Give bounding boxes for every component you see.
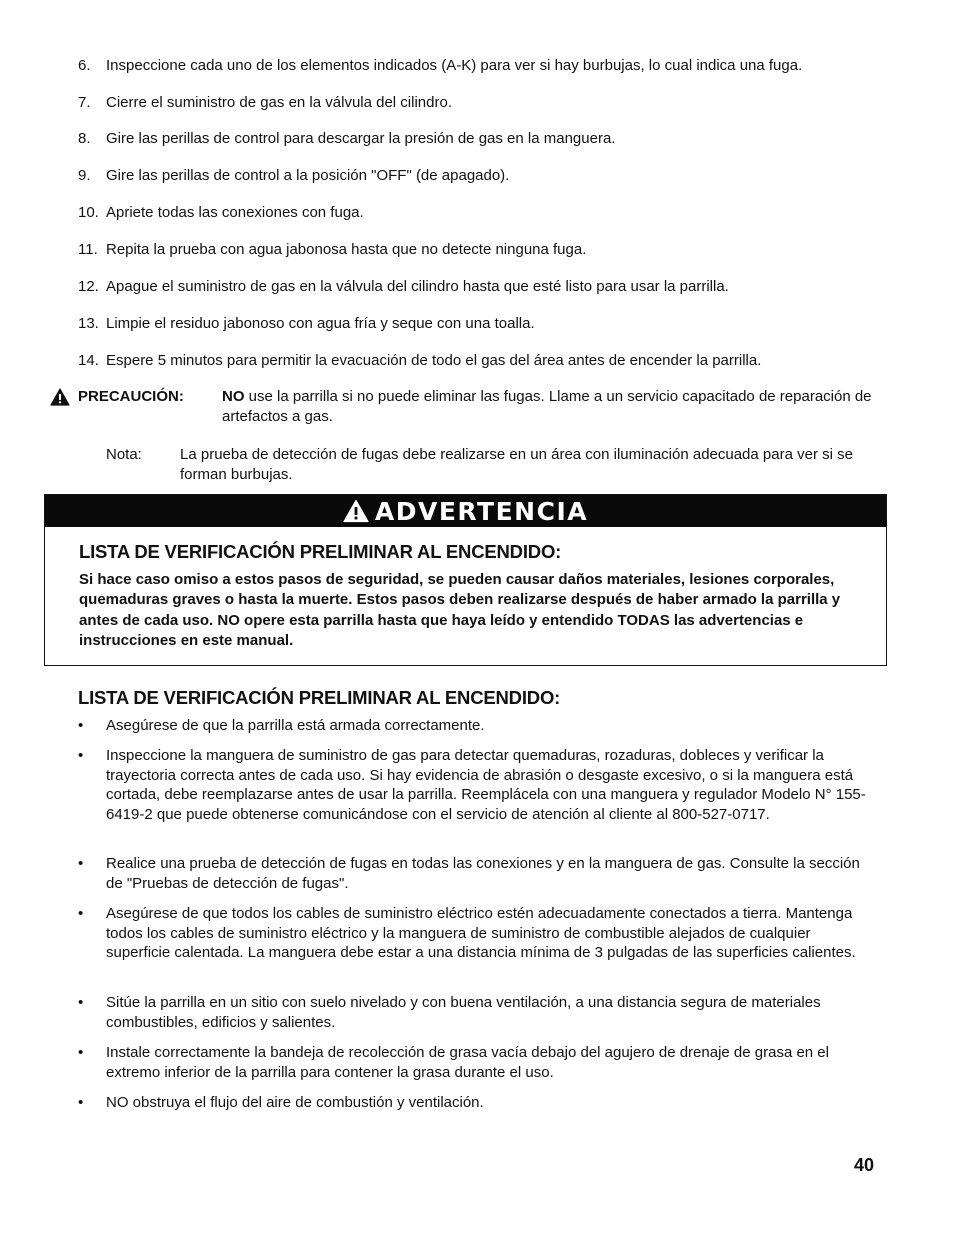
- warning-title: ADVERTENCIA: [374, 496, 589, 526]
- bullet-icon: •: [78, 1044, 84, 1061]
- step-number: 8.: [78, 130, 91, 147]
- bullet-icon: •: [78, 1094, 84, 1111]
- page-number: 40: [854, 1155, 875, 1175]
- step-number: 12.: [78, 278, 99, 295]
- step-number: 10.: [78, 204, 99, 221]
- step-text: Cierre el suministro de gas en la válvula del cilindro.: [106, 94, 452, 111]
- caution-label: PRECAUCIÓN:: [78, 388, 184, 405]
- list-item-text: Realice una prueba de detección de fugas en todas las conexiones y en la manguera de gas. Consulte la sección de "Pruebas de detección de fugas".: [106, 855, 860, 892]
- list-item-text: NO obstruya el flujo del aire de combustión y ventilación.: [106, 1094, 484, 1111]
- step-text: Gire las perillas de control para descargar la presión de gas en la manguera.: [106, 130, 616, 147]
- step-text: Espere 5 minutos para permitir la evacuación de todo el gas del área antes de encender la parrilla.: [106, 352, 762, 369]
- warning-box: [44, 494, 887, 666]
- step-text: Inspeccione cada uno de los elementos indicados (A-K) para ver si hay burbujas, lo cual indica una fuga.: [106, 57, 803, 74]
- section-heading: LISTA DE VERIFICACIÓN PRELIMINAR AL ENCENDIDO:: [78, 687, 561, 708]
- note-text: La prueba de detección de fugas debe realizarse en un área con iluminación adecuada para ver si se forman burbujas.: [180, 446, 853, 483]
- warning-heading: LISTA DE VERIFICACIÓN PRELIMINAR AL ENCENDIDO:: [79, 541, 562, 562]
- step-number: 11.: [78, 241, 98, 258]
- step-number: 14.: [78, 352, 99, 369]
- bullet-icon: •: [78, 905, 84, 922]
- caution-body: use la parrilla si no puede eliminar las fugas. Llame a un servicio capacitado de reparación de artefactos a gas.: [222, 388, 872, 425]
- list-item-text: Asegúrese de que todos los cables de suministro eléctrico estén adecuadamente conectados a tierra. Mantenga todos los cables de suministro eléctrico y la manguera de suministro de combustible alejados de cualquier superficie calentada. La manguera debe estar a una distancia mínima de 3 pulgadas de las superficies calientes.: [106, 905, 856, 962]
- bullet-icon: •: [78, 717, 84, 734]
- step-text: Apague el suministro de gas en la válvula del cilindro hasta que esté listo para usar la parrilla.: [106, 278, 729, 295]
- warning-text: Si hace caso omiso a estos pasos de seguridad, se pueden causar daños materiales, lesiones corporales, quemaduras graves o hasta la muerte. Estos pasos deben realizarse después de haber armado la parrilla y antes de cada uso. NO opere esta parrilla hasta que haya leído y entendido TODAS las advertencias e instrucciones en este manual.: [79, 571, 841, 649]
- step-number: 7.: [78, 94, 91, 111]
- step-text: Repita la prueba con agua jabonosa hasta que no detecte ninguna fuga.: [106, 241, 587, 258]
- list-item-text: Sitúe la parrilla en un sitio con suelo nivelado y con buena ventilación, a una distancia segura de materiales combustibles, edificios y salientes.: [106, 994, 821, 1031]
- list-item-text: Instale correctamente la bandeja de recolección de grasa vacía debajo del agujero de drenaje de grasa en el extremo inferior de la parrilla para contener la grasa durante el uso.: [106, 1044, 829, 1081]
- warning-triangle-icon: [343, 499, 369, 523]
- caution-text: [222, 387, 902, 427]
- bullet-icon: •: [78, 747, 84, 764]
- caution-emphasis: NO: [222, 388, 245, 405]
- warning-triangle-icon: [50, 388, 70, 406]
- step-text: Limpie el residuo jabonoso con agua fría y seque con una toalla.: [106, 315, 535, 332]
- note-label: Nota:: [106, 446, 142, 463]
- step-number: 9.: [78, 167, 91, 184]
- step-number: 13.: [78, 315, 99, 332]
- step-number: 6.: [78, 57, 91, 74]
- list-item-text: Asegúrese de que la parrilla está armada correctamente.: [106, 717, 485, 734]
- bullet-icon: •: [78, 855, 84, 872]
- step-text: Apriete todas las conexiones con fuga.: [106, 204, 364, 221]
- warning-banner: [45, 495, 886, 527]
- step-text: Gire las perillas de control a la posición "OFF" (de apagado).: [106, 167, 510, 184]
- list-item-text: Inspeccione la manguera de suministro de gas para detectar quemaduras, rozaduras, dobleces y verificar la trayectoria correcta antes de cada uso. Si hay evidencia de abrasión o desgaste excesivo, o si la manguera está cortada, debe reemplazarse antes de usar la parrilla. Reemplácela con una manguera y regulador Modelo N° 155-6419-2 que puede obtenerse comunicándose con el servicio de atención al cliente al 800-527-0717.: [106, 747, 866, 823]
- bullet-icon: •: [78, 994, 84, 1011]
